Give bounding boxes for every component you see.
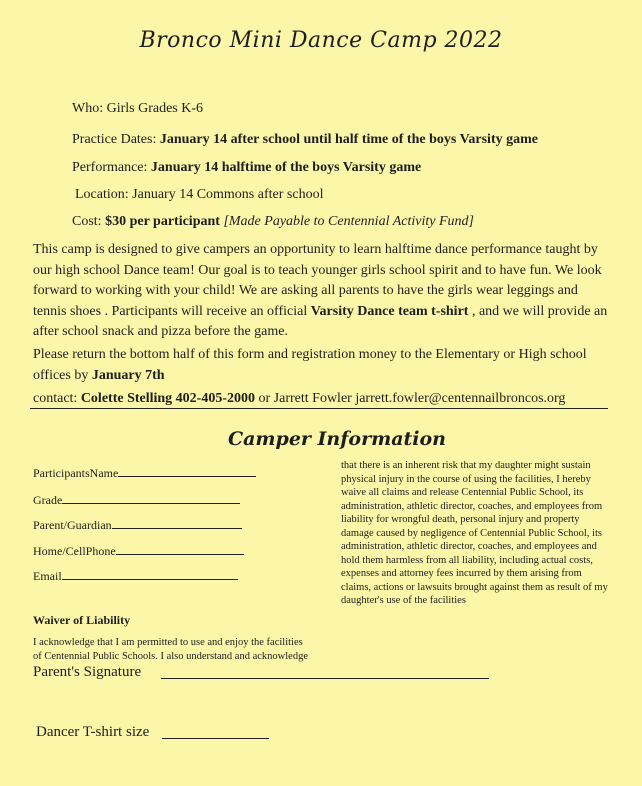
phone-field[interactable] [33,543,244,559]
return-text: Please return the bottom half of this form and registration money to the Elementary or High school offices by [33,347,587,383]
tshirt-size-line[interactable] [162,738,269,739]
contact-rest: or Jarrett Fowler jarrett.fowler@centennailbroncos.org [255,391,566,406]
tshirt-row [36,724,149,741]
email-label: Email [33,569,62,583]
waiver-text: I acknowledge that I am permitted to use and enjoy the facilities of Centennial Public Schools. I also understand and acknowledge [33,637,308,662]
waiver-text-continued: that there is an inherent risk that my daughter might sustain physical injury in the course of using the facilities, I hereby waive all claims and release Centennial Public School, its administration, athletic director, coaches, and employees from liability for wrongful death, personal injury and property damage caused by negligence of Centennial Public School, its administration, athletic director, coaches, and employees and hold them harmless from all liability, including actual costs, expenses and attorney fees incurred by them arising from claims, actions or lawsuits brought against them as result of my daughter's use of the facilities [341,460,608,606]
location-value: January 14 Commons after school [132,187,324,202]
cost-row [72,214,474,230]
practice-value: January 14 after school until half time of the boys Varsity game [159,132,538,147]
parent-guardian-field[interactable] [33,517,242,533]
practice-row [72,132,538,148]
cost-note: [Made Payable to Centennial Activity Fund] [223,214,474,229]
page-title: Bronco Mini Dance Camp 2022 [139,28,503,53]
performance-label: Performance: [72,160,148,175]
contact-divider [30,408,608,409]
email-line[interactable] [62,568,238,580]
cost-value: $30 per participant [105,214,220,229]
description-paragraph [33,240,613,343]
location-label: Location: [75,187,129,202]
who-label: Who: [72,101,104,116]
camper-section-title: Camper Information [228,428,446,450]
location-row [75,187,323,203]
parent-guardian-line[interactable] [112,517,242,529]
contact-row [33,391,565,407]
contact-primary: Colette Stelling 402-405-2000 [80,391,256,406]
phone-label: Home/CellPhone [33,544,116,558]
return-paragraph [33,345,613,386]
grade-label: Grade [33,493,63,507]
who-row [72,101,203,117]
email-field[interactable] [33,568,238,584]
practice-label: Practice Dates: [72,132,157,147]
tshirt-label: Dancer T-shirt size [36,724,150,740]
cost-label: Cost: [72,214,102,229]
who-value: Girls Grades K-6 [106,101,204,116]
performance-value: January 14 halftime of the boys Varsity game [150,160,422,175]
return-date: January 7th [91,367,165,383]
participant-name-field[interactable] [33,465,256,481]
waiver-heading: Waiver of Liability [33,613,131,627]
tshirt-highlight: Varsity Dance team t-shirt [310,303,469,319]
description-text: This camp is designed to give campers an opportunity to learn halftime dance performance taught by our high school Dance team! Our goal is to teach younger girls school spirit and to have fun. We look forward to working with your child! We are asking all parents to have the girls wear leggings and tennis shoes . Participants will receive an official [33,242,602,319]
signature-label: Parent's Signature [33,664,142,680]
parent-guardian-label: Parent/Guardian [33,518,112,532]
phone-line[interactable] [116,543,244,555]
participant-name-label: ParticipantsName [33,466,119,480]
grade-line[interactable] [62,492,240,504]
grade-field[interactable] [33,492,240,508]
description-text-end: , and we will provide an after school snack and pizza before the game. [33,303,608,339]
performance-row [72,160,421,176]
participant-name-line[interactable] [118,465,256,477]
signature-line[interactable] [161,678,489,679]
contact-label: contact: [33,391,81,406]
signature-row [33,664,141,681]
